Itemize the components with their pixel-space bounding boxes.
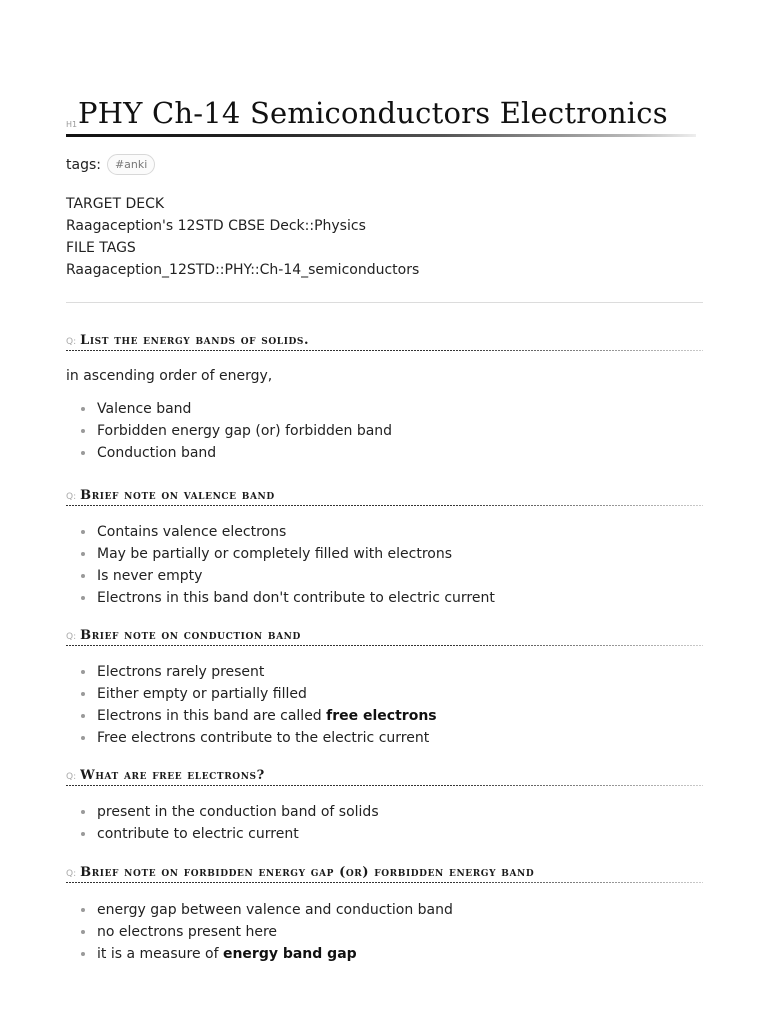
question-prefix: Q: [66,772,77,782]
list-item: Contains valence electrons [66,521,703,543]
question-heading [66,488,703,503]
question-prefix: Q: [66,632,77,642]
question-title: What are free electrons? [80,768,265,783]
question-underline [66,350,703,351]
question-prefix: Q: [66,492,77,502]
question-underline [66,505,703,506]
answer-list [66,801,703,845]
file-tags-value: Raagaception_12STD::PHY::Ch-14_semiconductors [66,262,420,278]
list-item: Electrons in this band are called free electrons [66,705,703,727]
answer-list [66,899,703,965]
list-item: Free electrons contribute to the electric current [66,727,703,749]
question-forbidden-gap [66,865,703,965]
tags-row [66,154,155,175]
question-title: Brief note on conduction band [80,628,301,643]
list-item: Is never empty [66,565,703,587]
question-underline [66,882,703,883]
question-title: Brief note on valence band [80,488,275,503]
bold-term: free electrons [326,708,437,724]
question-free-electrons [66,768,703,845]
question-heading [66,628,703,643]
list-item: Either empty or partially filled [66,683,703,705]
list-item: it is a measure of energy band gap [66,943,703,965]
list-item: no electrons present here [66,921,703,943]
heading-level-marker: H1 [66,120,78,129]
deck-meta [66,193,419,281]
tag-anki[interactable]: #anki [107,154,155,175]
file-tags-label: FILE TAGS [66,240,136,256]
list-item: present in the conduction band of solids [66,801,703,823]
answer-list [66,398,703,464]
question-underline [66,785,703,786]
list-item: Electrons rarely present [66,661,703,683]
question-valence-band [66,488,703,609]
list-item: Conduction band [66,442,703,464]
question-conduction-band [66,628,703,749]
page-title: PHY Ch-14 Semiconductors Electronics [78,96,668,130]
list-item: contribute to electric current [66,823,703,845]
target-deck-label: TARGET DECK [66,196,165,212]
list-item: Valence band [66,398,703,420]
list-item: energy gap between valence and conduction band [66,899,703,921]
heading-underline [66,134,696,137]
answer-intro: in ascending order of energy, [66,368,273,384]
answer-list [66,521,703,609]
question-heading [66,768,703,783]
question-prefix: Q: [66,337,77,347]
target-deck-value: Raagaception's 12STD CBSE Deck::Physics [66,218,366,234]
list-item: Forbidden energy gap (or) forbidden band [66,420,703,442]
question-prefix: Q: [66,869,77,879]
question-underline [66,645,703,646]
bold-term: energy band gap [222,946,357,962]
tags-label: tags: [66,156,101,173]
question-energy-bands [66,333,703,464]
list-item: Electrons in this band don't contribute to electric current [66,587,703,609]
question-heading [66,333,703,348]
section-divider [66,302,703,303]
answer-list [66,661,703,749]
question-title: List the energy bands of solids. [80,333,310,348]
question-heading [66,865,703,880]
question-title: Brief note on forbidden energy gap (or) forbidden energy band [80,865,535,880]
list-item: May be partially or completely filled with electrons [66,543,703,565]
